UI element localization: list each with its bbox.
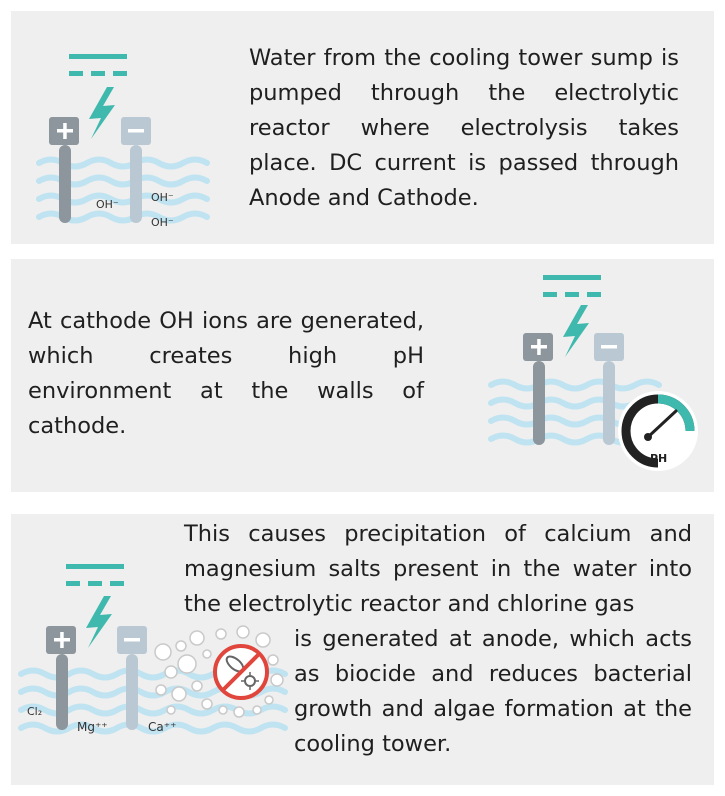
lightning-bolt-icon	[563, 305, 589, 357]
step-1-panel	[11, 11, 714, 244]
dc-symbol-icon	[543, 275, 601, 297]
dc-symbol-icon	[66, 564, 124, 586]
step-2-panel	[11, 259, 714, 492]
step-1-description: Water from the cooling tower sump is pumped through the electrolytic reactor where electrolysis takes place. DC current is passed through Anode and Cathode.	[249, 45, 679, 211]
ion-label: OH⁻	[151, 216, 174, 229]
ion-label: Mg⁺⁺	[77, 720, 108, 734]
anode-plus-icon	[49, 117, 79, 223]
ion-label: OH⁻	[151, 191, 174, 204]
step-2-description: At cathode OH ions are generated, which creates high pH environment at the walls of cathode.	[28, 308, 424, 439]
ion-label: OH⁻	[96, 198, 119, 211]
precipitation-illustration	[11, 514, 296, 785]
cathode-minus-icon	[121, 117, 151, 223]
step-3-description-bottom: is generated at anode, which acts as biocide and reduces bacterial growth and algae formation at the cooling tower.	[294, 626, 692, 757]
ph-gauge-icon	[618, 391, 698, 471]
step-3-panel	[11, 514, 714, 785]
ion-label: Ca⁺⁺	[148, 720, 177, 734]
ph-illustration	[481, 259, 701, 492]
step-3-description-top: This causes precipitation of calcium and magnesium salts present in the water into the electrolytic reactor and chlorine gas	[184, 521, 692, 617]
electrolysis-illustration	[11, 11, 211, 244]
lightning-bolt-icon	[86, 596, 112, 648]
gauge-label: PH	[650, 452, 668, 465]
ion-label: Cl₂	[27, 705, 43, 718]
no-bacteria-icon	[215, 646, 267, 698]
dc-symbol-icon	[69, 54, 127, 76]
lightning-bolt-icon	[89, 87, 115, 139]
